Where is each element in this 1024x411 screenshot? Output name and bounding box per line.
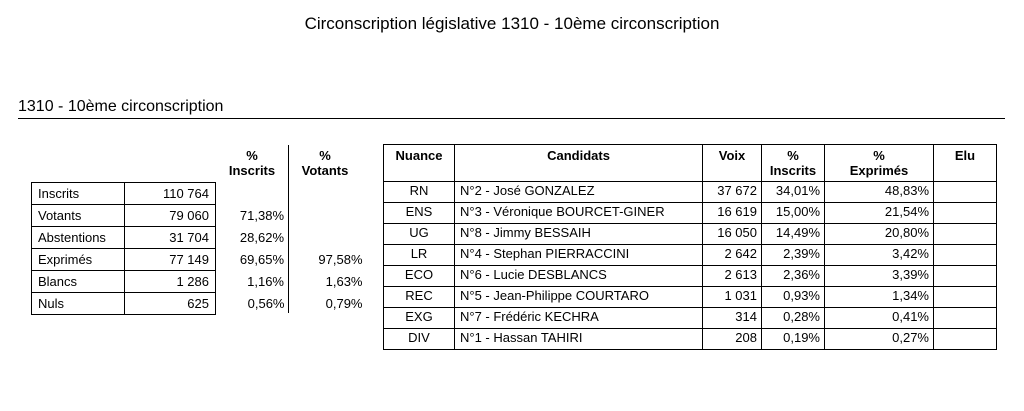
cell-pct-inscrits: 2,36% [762, 266, 825, 287]
cell-nuance: RN [384, 182, 455, 203]
table-row [384, 329, 997, 350]
table-row [32, 205, 369, 227]
table-row [384, 245, 997, 266]
stat-label: Nuls [32, 293, 125, 315]
header-pct-inscrits [762, 145, 825, 182]
stat-pct-inscrits: 69,65% [239, 252, 284, 267]
stat-pct-votants: 1,63% [325, 274, 363, 289]
stat-pct-votants [291, 183, 369, 205]
cell-pct-inscrits: 0,93% [762, 287, 825, 308]
cell-pct-inscrits: 2,39% [762, 245, 825, 266]
cell-nuance: ENS [384, 203, 455, 224]
cell-nuance: REC [384, 287, 455, 308]
table-row [384, 182, 997, 203]
header-pct-exprimes-label: Exprimés [849, 163, 909, 178]
header-pct-inscrits-label: Inscrits [228, 163, 276, 178]
cell-candidate: N°5 - Jean-Philippe COURTARO [455, 287, 703, 308]
stat-pct-inscrits: 1,16% [247, 274, 284, 289]
stat-pct-inscrits: 0,56% [247, 296, 285, 311]
table-row [384, 287, 997, 308]
cell-voix: 2 613 [703, 266, 762, 287]
section-title: 1310 - 10ème circonscription [18, 98, 224, 115]
stat-value: 110 764 [125, 183, 216, 205]
cell-candidate: N°3 - Véronique BOURCET-GINER [455, 203, 703, 224]
header-nuance: Nuance [384, 145, 455, 182]
header-voix: Voix [703, 145, 762, 182]
cell-candidate: N°4 - Stephan PIERRACCINI [455, 245, 703, 266]
table-row [32, 293, 369, 315]
cell-voix: 16 050 [703, 224, 762, 245]
stat-label: Blancs [32, 271, 125, 293]
cell-elu [934, 182, 997, 203]
cell-voix: 16 619 [703, 203, 762, 224]
table-header-row [384, 145, 997, 182]
cell-voix: 1 031 [703, 287, 762, 308]
cell-elu [934, 203, 997, 224]
header-pct-votants-symbol: % [319, 148, 331, 163]
cell-pct-inscrits: 15,00% [762, 203, 825, 224]
table-row [384, 224, 997, 245]
header-pct-inscrits-symbol: % [787, 148, 799, 163]
cell-voix: 2 642 [703, 245, 762, 266]
cell-pct-exprimes: 0,27% [825, 329, 934, 350]
cell-elu [934, 308, 997, 329]
cell-pct-inscrits: 34,01% [762, 182, 825, 203]
cell-nuance: EXG [384, 308, 455, 329]
cell-elu [934, 224, 997, 245]
cell-voix: 314 [703, 308, 762, 329]
cell-pct-inscrits: 0,28% [762, 308, 825, 329]
table-row [384, 203, 997, 224]
cell-pct-inscrits: 0,19% [762, 329, 825, 350]
table-row [32, 249, 369, 271]
cell-elu [934, 245, 997, 266]
stat-value: 79 060 [125, 205, 216, 227]
stat-pct-votants: 97,58% [318, 252, 363, 267]
table-row [384, 266, 997, 287]
candidates-table [383, 144, 997, 350]
cell-candidate: N°2 - José GONZALEZ [455, 182, 703, 203]
header-pct-exprimes-symbol: % [873, 148, 885, 163]
page-title: Circonscription législative 1310 - 10ème circonscription [304, 14, 720, 33]
header-candidats: Candidats [455, 145, 703, 182]
cell-pct-exprimes: 1,34% [825, 287, 934, 308]
cell-candidate: N°7 - Frédéric KECHRA [455, 308, 703, 329]
stat-pct-votants [291, 227, 369, 249]
cell-pct-exprimes: 48,83% [825, 182, 934, 203]
cell-pct-exprimes: 0,41% [825, 308, 934, 329]
cell-elu [934, 266, 997, 287]
header-pct-inscrits [219, 148, 285, 178]
cell-pct-exprimes: 3,42% [825, 245, 934, 266]
cell-pct-inscrits: 14,49% [762, 224, 825, 245]
cell-nuance: LR [384, 245, 455, 266]
cell-nuance: DIV [384, 329, 455, 350]
table-row [32, 271, 369, 293]
cell-pct-exprimes: 21,54% [825, 203, 934, 224]
stat-value: 31 704 [125, 227, 216, 249]
stat-pct-votants [291, 205, 369, 227]
stat-value: 625 [125, 293, 216, 315]
stat-pct-votants: 0,79% [325, 296, 363, 311]
cell-nuance: ECO [384, 266, 455, 287]
table-row [32, 227, 369, 249]
stat-label: Votants [32, 205, 125, 227]
cell-pct-exprimes: 3,39% [825, 266, 934, 287]
header-pct-exprimes [825, 145, 934, 182]
cell-elu [934, 329, 997, 350]
header-pct-inscrits-label: Inscrits [769, 163, 817, 178]
cell-elu [934, 287, 997, 308]
stat-label: Inscrits [32, 183, 125, 205]
stat-value: 77 149 [125, 249, 216, 271]
header-pct-votants [292, 148, 358, 178]
table-row [384, 308, 997, 329]
stat-pct-inscrits [216, 183, 291, 205]
table-row [32, 183, 369, 205]
header-pct-votants-label: Votants [301, 163, 349, 178]
stat-pct-inscrits: 28,62% [239, 230, 284, 245]
turnout-table [31, 182, 369, 315]
cell-pct-exprimes: 20,80% [825, 224, 934, 245]
header-elu: Elu [934, 145, 997, 182]
stat-value: 1 286 [125, 271, 216, 293]
header-pct-inscrits-symbol: % [246, 148, 258, 163]
cell-candidate: N°1 - Hassan TAHIRI [455, 329, 703, 350]
stat-label: Abstentions [32, 227, 125, 249]
stat-label: Exprimés [32, 249, 125, 271]
section-divider [18, 118, 1005, 119]
cell-nuance: UG [384, 224, 455, 245]
cell-candidate: N°6 - Lucie DESBLANCS [455, 266, 703, 287]
cell-candidate: N°8 - Jimmy BESSAIH [455, 224, 703, 245]
cell-voix: 208 [703, 329, 762, 350]
cell-voix: 37 672 [703, 182, 762, 203]
stat-pct-inscrits: 71,38% [239, 208, 284, 223]
